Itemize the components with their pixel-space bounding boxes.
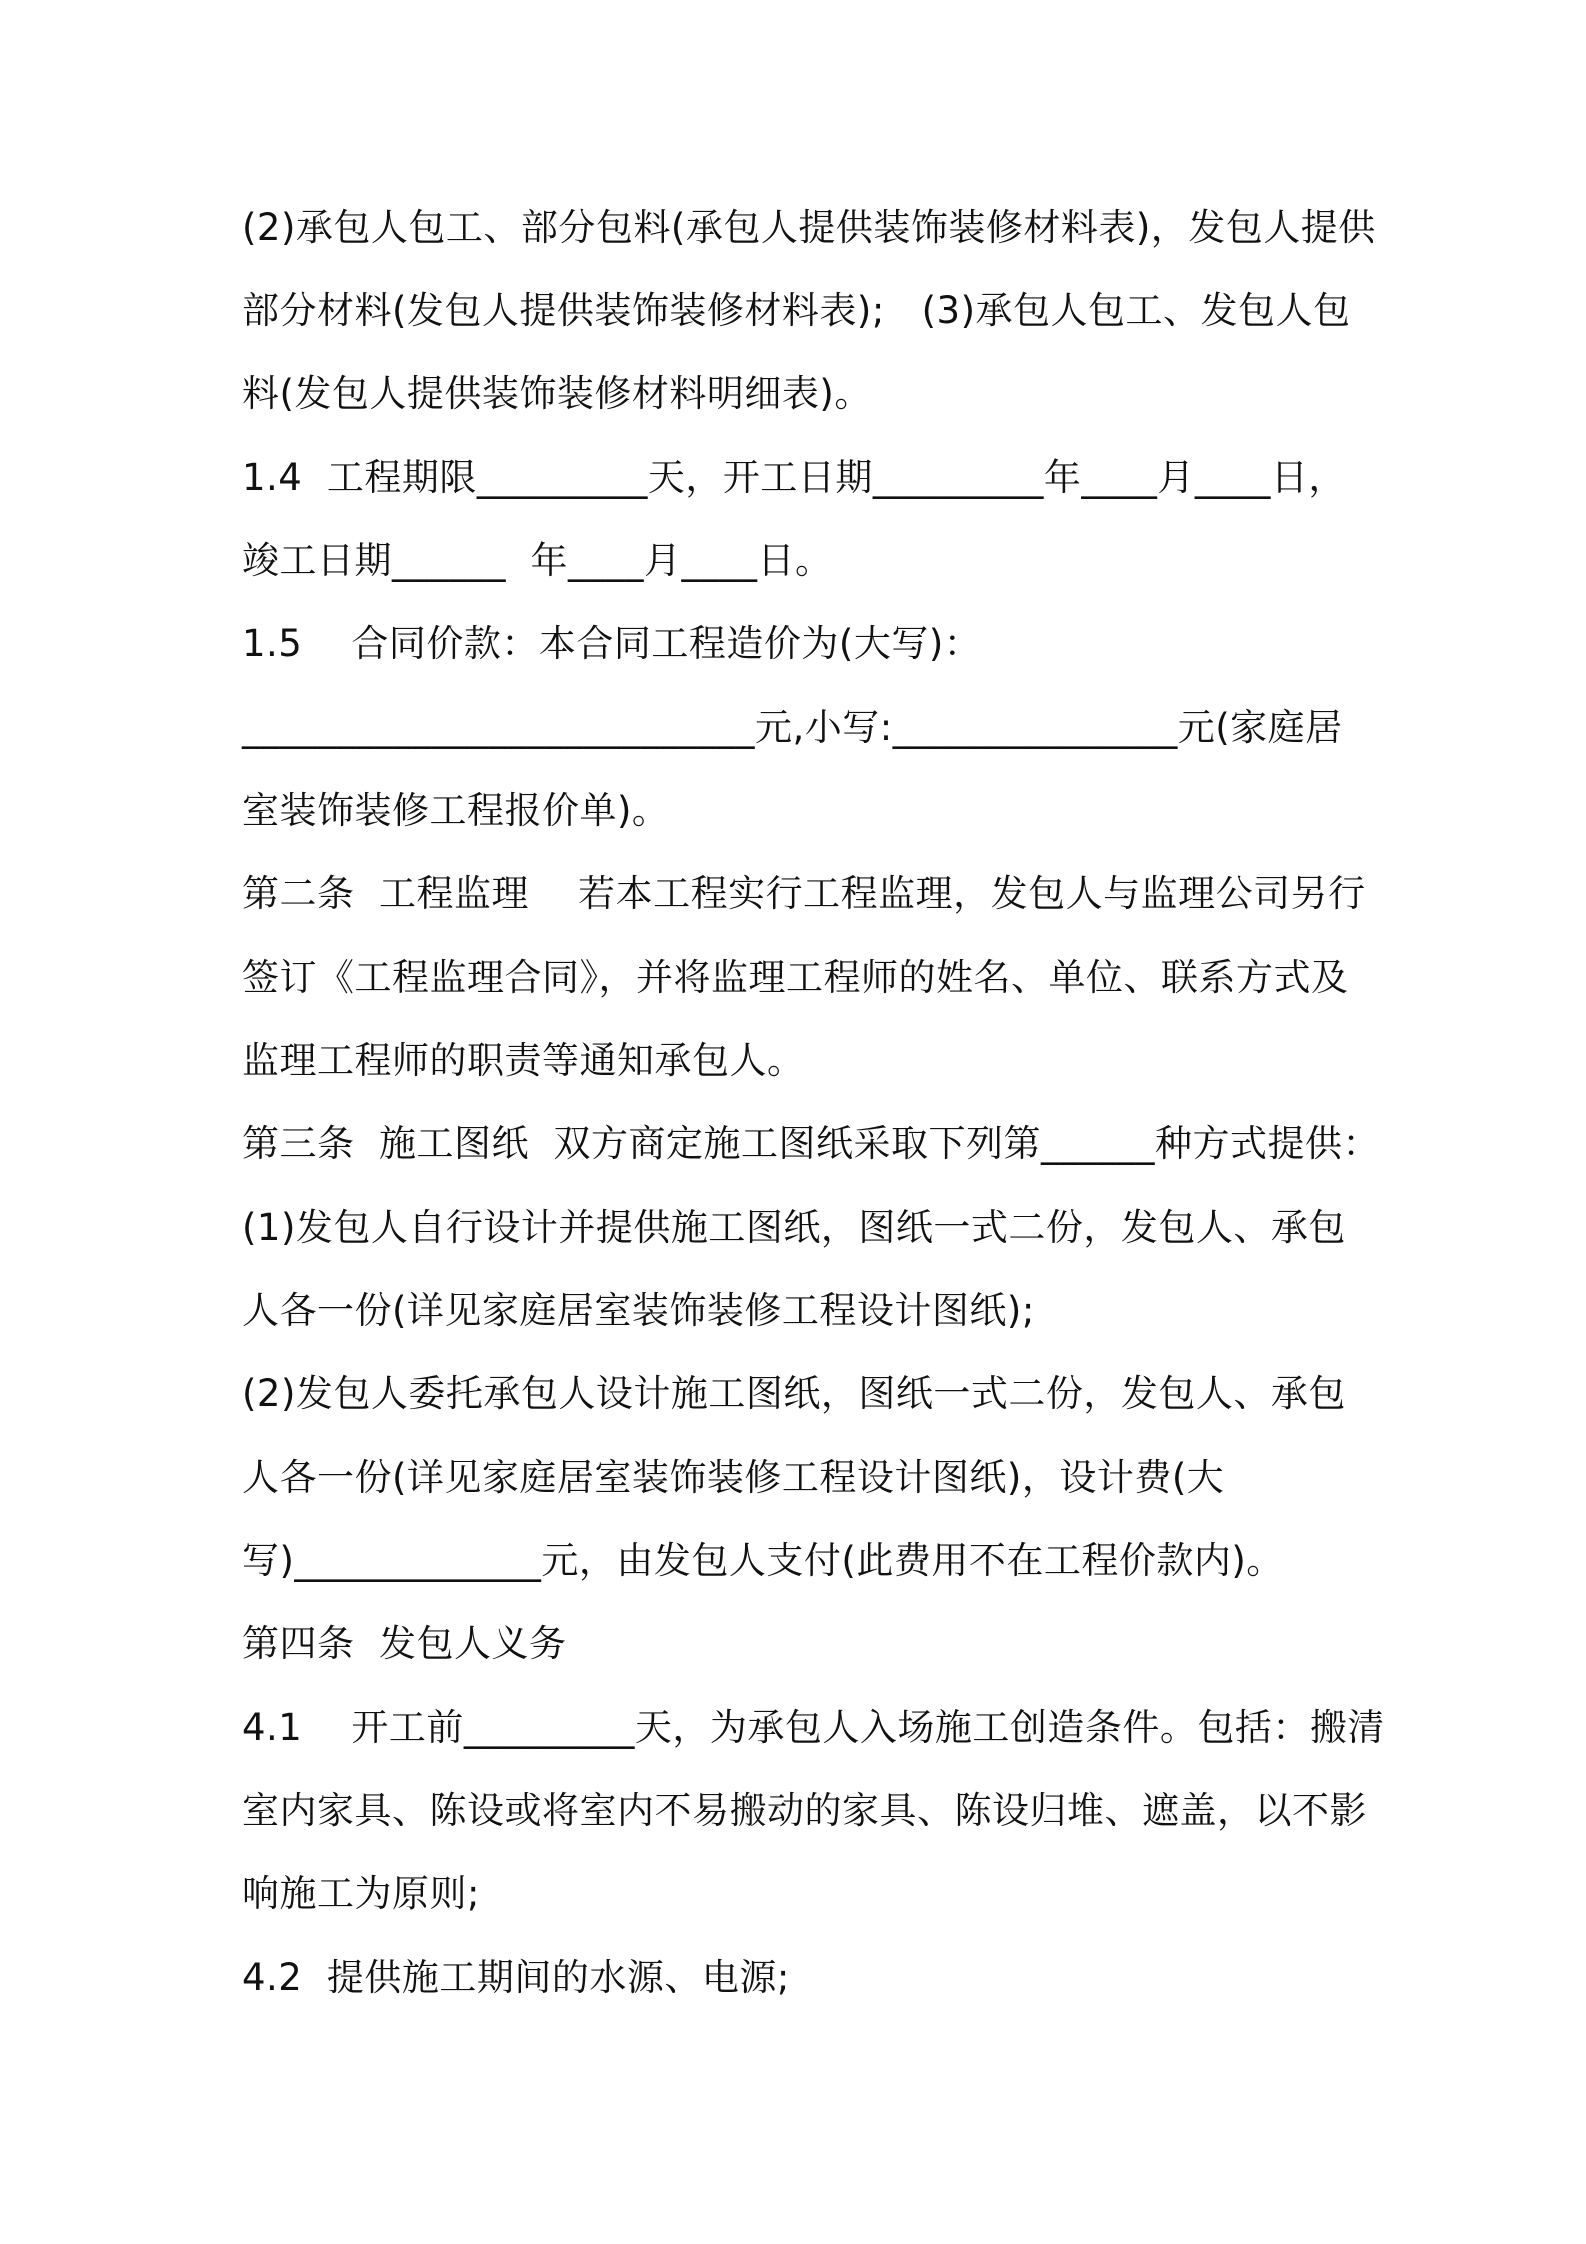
text-line: 监理工程师的职责等通知承包人。: [242, 1039, 805, 1082]
text-line: 部分材料(发包人提供装饰装修材料表); (3)承包人包工、发包人包: [242, 289, 1351, 332]
text-line: 料(发包人提供装饰装修材料明细表)。: [242, 372, 872, 415]
text-line: 4.2 提供施工期间的水源、电源;: [242, 1956, 790, 1999]
text-line: 竣工日期______ 年____月____日。: [242, 539, 833, 582]
text-line: 签订《工程监理合同》，并将监理工程师的姓名、单位、联系方式及: [242, 956, 1349, 999]
text-line: 人各一份(详见家庭居室装饰装修工程设计图纸)，设计费(大: [242, 1456, 1225, 1499]
text-line: 响施工为原则;: [242, 1872, 480, 1915]
text-line: 第二条 工程监理 若本工程实行工程监理，发包人与监理公司另行: [242, 872, 1366, 915]
text-line: 室装饰装修工程报价单)。: [242, 789, 670, 832]
text-line: 写)_____________元，由发包人支付(此费用不在工程价款内)。: [242, 1539, 1284, 1582]
text-line: ___________________________元,小写:_______________元(家庭居: [242, 706, 1343, 749]
text-line: 1.5 合同价款：本合同工程造价为(大写)：: [242, 622, 982, 665]
text-line: (2)发包人委托承包人设计施工图纸，图纸一式二份，发包人、承包: [242, 1372, 1346, 1415]
text-line: 1.4 工程期限_________天，开工日期_________年____月____日，: [242, 456, 1346, 499]
text-line: (1)发包人自行设计并提供施工图纸，图纸一式二份，发包人、承包: [242, 1206, 1346, 1249]
text-line: 第三条 施工图纸 双方商定施工图纸采取下列第______种方式提供：: [242, 1122, 1381, 1165]
text-line: 第四条 发包人义务: [242, 1622, 567, 1665]
text-line: 人各一份(详见家庭居室装饰装修工程设计图纸);: [242, 1289, 1035, 1332]
text-line: (2)承包人包工、部分包料(承包人提供装饰装修材料表)，发包人提供: [242, 206, 1376, 249]
text-line: 室内家具、陈设或将室内不易搬动的家具、陈设归堆、遮盖，以不影: [242, 1789, 1367, 1832]
text-line: 4.1 开工前_________天，为承包人入场施工创造条件。包括：搬清: [242, 1706, 1385, 1749]
